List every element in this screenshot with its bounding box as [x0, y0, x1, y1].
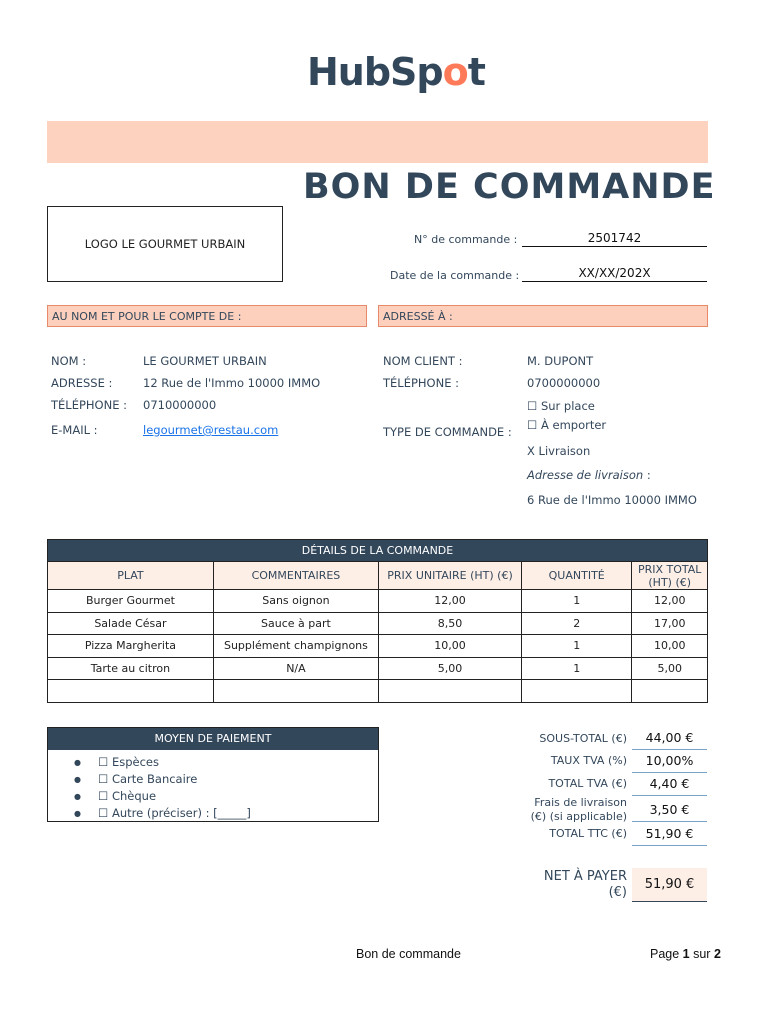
- bullet-icon: ●: [74, 792, 81, 801]
- seller-address: 12 Rue de l'Immo 10000 IMMO: [143, 376, 321, 390]
- vat-total-label: TOTAL TVA (€): [548, 777, 627, 790]
- order-type-delivery[interactable]: X Livraison: [527, 444, 591, 458]
- cell-unit-price: 5,00: [379, 657, 522, 680]
- payment-option-cheque[interactable]: ● ☐ Chèque: [74, 789, 157, 803]
- cell-quantity: 1: [522, 657, 632, 680]
- client-header: ADRESSÉ À :: [378, 305, 708, 327]
- col-commentaires: COMMENTAIRES: [213, 562, 378, 590]
- order-date-label: Date de la commande :: [390, 269, 520, 282]
- cell-unit-price: [379, 680, 522, 703]
- col-plat: PLAT: [48, 562, 214, 590]
- order-date-value: XX/XX/202X: [522, 266, 707, 282]
- cell-dish: Pizza Margherita: [48, 635, 214, 658]
- cell-quantity: 1: [522, 635, 632, 658]
- cell-total: 5,00: [632, 657, 708, 680]
- subtotal-value: 44,00 €: [632, 727, 707, 750]
- cell-total: 10,00: [632, 635, 708, 658]
- cell-comment: [213, 680, 378, 703]
- footer-title: Bon de commande: [356, 947, 461, 961]
- seller-phone-label: TÉLÉPHONE :: [51, 398, 127, 412]
- seller-name: LE GOURMET URBAIN: [143, 354, 267, 368]
- hubspot-logo: HubSpot: [307, 50, 485, 94]
- vat-rate-label: TAUX TVA (%): [550, 754, 627, 767]
- cell-comment: Sans oignon: [213, 590, 378, 613]
- col-prix-unitaire: PRIX UNITAIRE (HT) (€): [379, 562, 522, 590]
- col-prix-total: PRIX TOTAL (HT) (€): [632, 562, 708, 590]
- table-row: [48, 657, 708, 680]
- seller-name-label: NOM :: [51, 354, 87, 368]
- seller-email-link[interactable]: legourmet@restau.com: [143, 423, 279, 437]
- client-name-label: NOM CLIENT :: [383, 354, 463, 368]
- details-header: DÉTAILS DE LA COMMANDE: [48, 540, 708, 562]
- delivery-fee-value: 3,50 €: [632, 799, 707, 822]
- cell-dish: [48, 680, 214, 703]
- table-row: [48, 612, 708, 635]
- seller-address-label: ADRESSE :: [51, 376, 113, 390]
- cell-total: 12,00: [632, 590, 708, 613]
- bullet-icon: ●: [74, 775, 81, 784]
- seller-header: AU NOM ET POUR LE COMPTE DE :: [47, 305, 367, 327]
- order-number-label: N° de commande :: [414, 233, 518, 246]
- payment-header: MOYEN DE PAIEMENT: [48, 728, 378, 750]
- vat-total-value: 4,40 €: [632, 773, 707, 796]
- cell-comment: Supplément champignons: [213, 635, 378, 658]
- payment-option-other[interactable]: ● ☐ Autre (préciser) : [_____]: [74, 806, 251, 820]
- subtotal-label: SOUS-TOTAL (€): [539, 732, 627, 745]
- delivery-address: 6 Rue de l'Immo 10000 IMMO: [527, 493, 697, 507]
- cell-total: [632, 680, 708, 703]
- order-number-value: 2501742: [522, 231, 707, 247]
- table-row: [48, 590, 708, 613]
- order-type-dine-in[interactable]: ☐ Sur place: [527, 399, 595, 413]
- page-indicator: Page 1 sur 2: [650, 947, 721, 961]
- net-to-pay-value: 51,90 €: [632, 868, 707, 902]
- seller-email-label: E-MAIL :: [51, 423, 98, 437]
- logo-placeholder: LOGO LE GOURMET URBAIN: [47, 206, 283, 282]
- delivery-fee-label: Frais de livraison (€) (si applicable): [530, 796, 627, 823]
- cell-dish: Burger Gourmet: [48, 590, 214, 613]
- cell-quantity: 1: [522, 590, 632, 613]
- net-to-pay-label: NET À PAYER (€): [543, 869, 627, 900]
- vat-rate-value: 10,00%: [632, 750, 707, 773]
- cell-quantity: 2: [522, 612, 632, 635]
- cell-unit-price: 8,50: [379, 612, 522, 635]
- bullet-icon: ●: [74, 809, 81, 818]
- delivery-address-label: Adresse de livraison :: [527, 468, 651, 482]
- client-name: M. DUPONT: [527, 354, 594, 368]
- payment-box: [47, 727, 379, 822]
- cell-quantity: [522, 680, 632, 703]
- order-type-label: TYPE DE COMMANDE :: [383, 425, 512, 439]
- ttc-value: 51,90 €: [632, 823, 707, 846]
- col-quantite: QUANTITÉ: [522, 562, 632, 590]
- client-phone: 0700000000: [527, 376, 601, 390]
- order-type-takeaway[interactable]: ☐ À emporter: [527, 418, 607, 432]
- cell-total: 17,00: [632, 612, 708, 635]
- table-row: [48, 680, 708, 703]
- page-title: BON DE COMMANDE: [303, 167, 716, 207]
- ttc-label: TOTAL TTC (€): [549, 827, 627, 840]
- payment-option-card[interactable]: ● ☐ Carte Bancaire: [74, 772, 198, 786]
- seller-phone: 0710000000: [143, 398, 217, 412]
- cell-dish: Tarte au citron: [48, 657, 214, 680]
- payment-option-cash[interactable]: ● ☐ Espèces: [74, 755, 159, 769]
- header-band: [47, 121, 708, 163]
- cell-unit-price: 12,00: [379, 590, 522, 613]
- cell-comment: Sauce à part: [213, 612, 378, 635]
- cell-comment: N/A: [213, 657, 378, 680]
- table-row: [48, 635, 708, 658]
- bullet-icon: ●: [74, 758, 81, 767]
- client-phone-label: TÉLÉPHONE :: [383, 376, 459, 390]
- cell-unit-price: 10,00: [379, 635, 522, 658]
- order-details-table: [47, 539, 708, 703]
- cell-dish: Salade César: [48, 612, 214, 635]
